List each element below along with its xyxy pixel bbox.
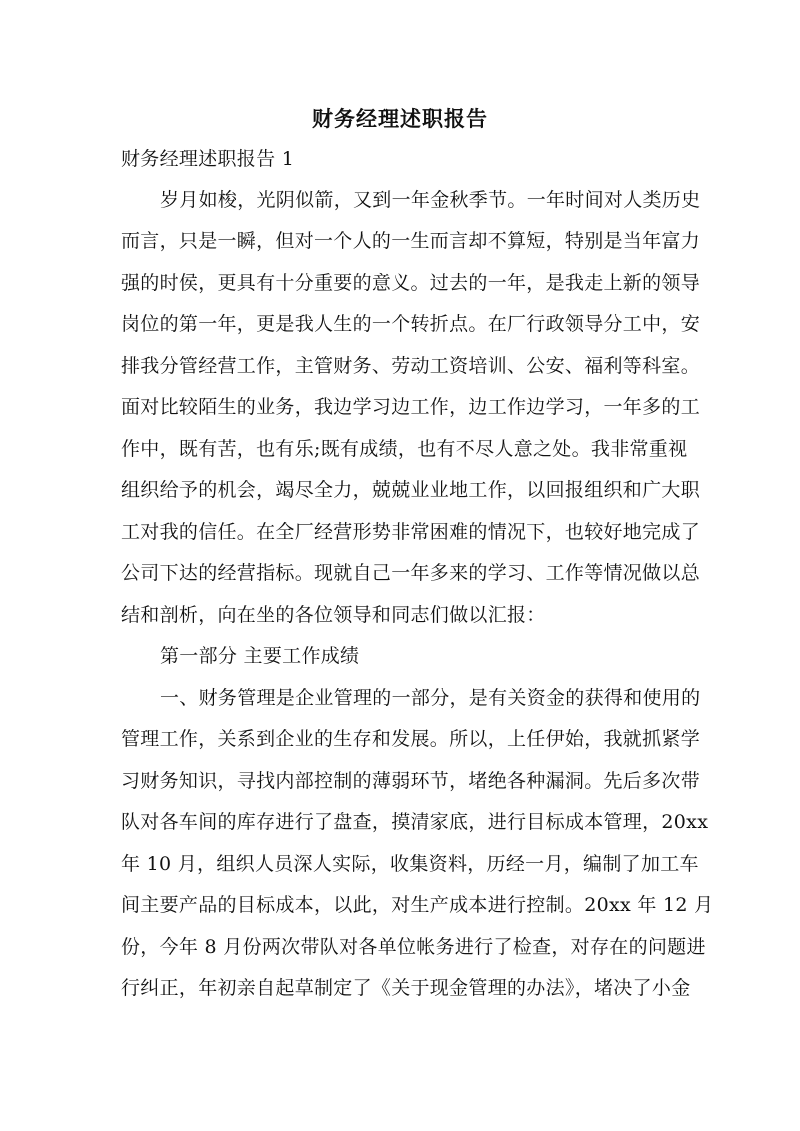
- paragraph-1-line: 而言，只是一瞬，但对一个人的一生而言却不算短，特别是当年富力: [121, 230, 701, 252]
- paragraph-2-line: 行纠正，年初亲自起草制定了《关于现金管理的办法》，堵决了小金: [121, 977, 691, 999]
- paragraph-1-line: 结和剖析，向在坐的各位领导和同志们做以汇报：: [121, 604, 546, 626]
- paragraph-2-line: 年 10 月，组织人员深人实际，收集资料，历经一月，编制了加工车: [121, 853, 699, 875]
- paragraph-2-line: 份，今年 8 月份两次带队对各单位帐务进行了检查，对存在的问题进: [121, 936, 706, 958]
- paragraph-1-line: 排我分管经营工作，主管财务、劳动工资培训、公安、福利等科室。: [121, 355, 701, 377]
- paragraph-2-line: 习财务知识，寻找内部控制的薄弱环节，堵绝各种漏洞。先后多次带: [121, 770, 701, 792]
- paragraph-1-line: 作中，既有苦，也有乐;既有成绩，也有不尽人意之处。我非常重视: [121, 438, 688, 460]
- paragraph-1-line: 岗位的第一年，更是我人生的一个转折点。在厂行政领导分工中，安: [121, 313, 701, 335]
- document-title: 财务经理述职报告: [312, 106, 488, 131]
- paragraph-2-line: 间主要产品的目标成本，以此，对生产成本进行控制。20xx 年 12 月: [121, 894, 714, 916]
- paragraph-1-line: 公司下达的经营指标。现就自己一年多来的学习、工作等情况做以总: [121, 562, 701, 584]
- paragraph-2-line: 管理工作，关系到企业的生存和发展。所以，上任伊始，我就抓紧学: [121, 728, 701, 750]
- paragraph-1-line: 岁月如梭，光阴似箭，又到一年金秋季节。一年时间对人类历史: [160, 189, 701, 211]
- paragraph-2-line: 队对各车间的库存进行了盘查，摸清家底，进行目标成本管理，20xx: [121, 811, 709, 833]
- section-heading: 第一部分 主要工作成绩: [160, 645, 360, 667]
- paragraph-2-line: 一、财务管理是企业管理的一部分，是有关资金的获得和使用的: [160, 687, 701, 709]
- paragraph-1-line: 组织给予的机会，竭尽全力，兢兢业业地工作，以回报组织和广大职: [121, 479, 701, 501]
- paragraph-1-line: 面对比较陌生的业务，我边学习边工作，边工作边学习，一年多的工: [121, 396, 701, 418]
- paragraph-1-line: 工对我的信任。在全厂经营形势非常困难的情况下，也较好地完成了: [121, 521, 701, 543]
- document-subtitle: 财务经理述职报告 1: [121, 148, 295, 170]
- paragraph-1-line: 强的时侯，更具有十分重要的意义。过去的一年，是我走上新的领导: [121, 272, 701, 294]
